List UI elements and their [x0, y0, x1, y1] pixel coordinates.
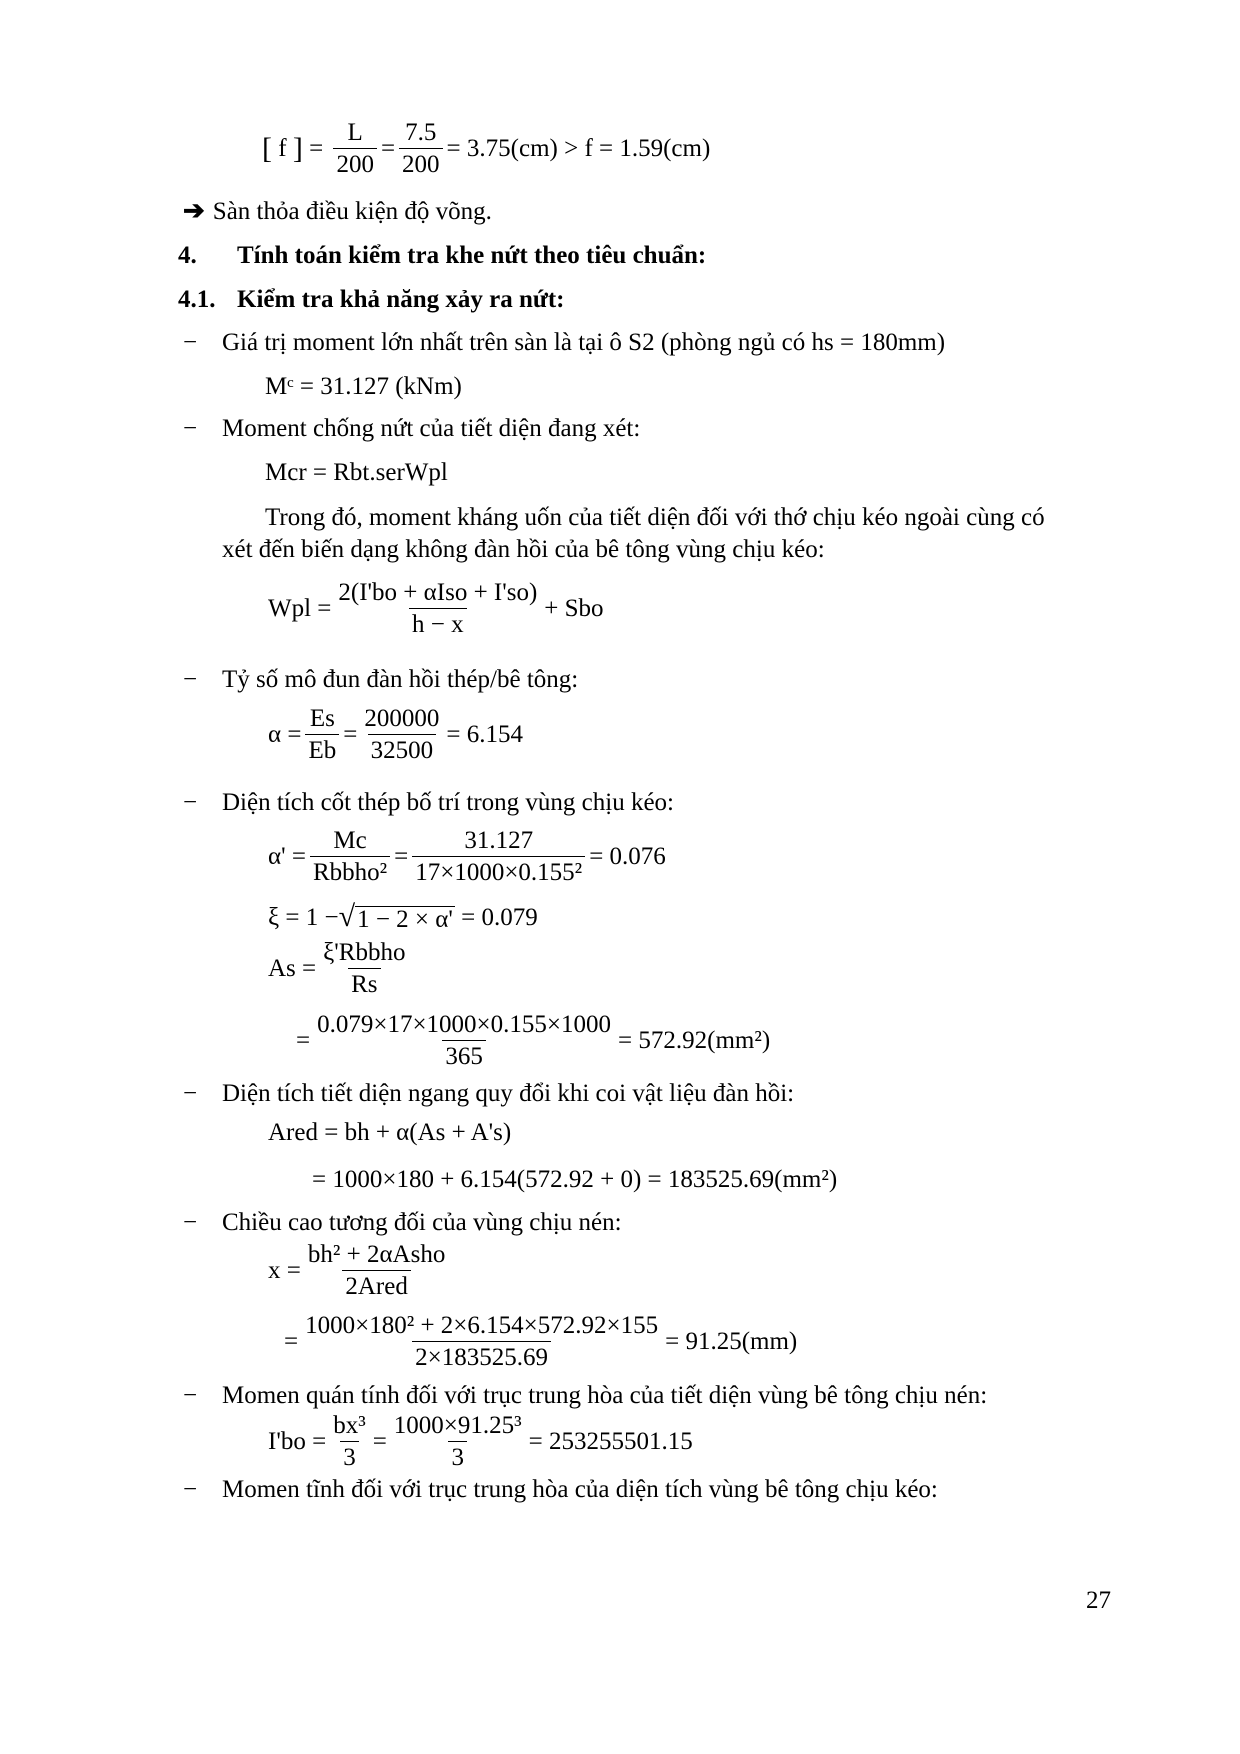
bullet-modulus-ratio: Tỷ số mô đun đàn hồi thép/bê tông:	[222, 666, 579, 693]
fraction: $\frac{\text{2(I'bo + αIso + I'so)}}{h - x}$	[338, 579, 538, 638]
formula-wpl: Wpl = $\frac{\text{2(I'bo + αIso + I'so)}}{h - x}$ + Sbo	[268, 579, 604, 638]
paragraph-line-1: Trong đó, moment kháng uốn của tiết diện đối với thớ chịu kéo ngoài cùng có	[265, 504, 1045, 531]
section-4-1-number: 4.1.	[178, 286, 216, 313]
fraction: $\frac{Es}{Eb}$	[305, 706, 339, 763]
page-number: 27	[1086, 1587, 1111, 1614]
fraction: $\frac{7.5}{200}$	[399, 120, 443, 177]
formula-ared: Ared = bh + α(As + A's)	[268, 1119, 512, 1146]
fraction: $\frac{31.127}{\text{17×1000×0.155²}}$	[412, 828, 585, 885]
fraction: $\frac{Mc}{\text{Rbbho²}}$	[310, 828, 390, 885]
fraction: $\frac{200000}{32500}$	[364, 705, 440, 764]
formula-x: x = $\frac{\text{bh² + 2αAsho}}{\text{2Ared}}$	[268, 1242, 452, 1299]
bullet-reduced-area: Diện tích tiết diện ngang quy đổi khi coi vật liệu đàn hồi:	[222, 1080, 795, 1107]
bullet-dash: −	[183, 415, 198, 442]
section-4-number: 4.	[178, 242, 197, 269]
formula-x-value: = $\frac{\text{1000×180² + 2×6.154×572.92×155}}{2\times 183525.69}$ = 91.25(mm)	[284, 1312, 798, 1371]
section-4-1-title: Kiểm tra khả năng xảy ra nứt:	[237, 286, 565, 313]
formula-alpha: α = $\frac{Es}{Eb}$ = $\frac{200000}{32500}$ = 6.154	[268, 705, 523, 764]
formula-as-value: = $\frac{0.079\times 17\times 1000\times 0.155\times 1000}{365}$ = 572.92(mm²)	[296, 1011, 771, 1070]
arrow-right-icon: ➔	[183, 196, 205, 225]
bullet-dash: −	[183, 1209, 198, 1236]
bullet-max-moment: Giá trị moment lớn nhất trên sàn là tại ô S2 (phòng ngủ có hs = 180mm)	[222, 329, 946, 356]
deflection-limit-formula: [ f ] = $\frac{L}{200}$ = $\frac{7.5}{200}$ = 3.75(cm) > f = 1.59(cm)	[262, 119, 711, 178]
fraction: $\frac{\text{1000×180² + 2×6.154×572.92×155}}{2\times 183525.69}$	[305, 1312, 659, 1371]
conclusion-line: ➔ Sàn thỏa điều kiện độ võng.	[183, 196, 492, 225]
bullet-dash: −	[183, 329, 198, 356]
sqrt-expression: √ 1 − 2 × α'	[338, 900, 453, 933]
bullet-dash: −	[183, 789, 198, 816]
bullet-steel-area: Diện tích cốt thép bố trí trong vùng chịu kéo:	[222, 789, 674, 816]
formula-ared-value: = 1000×180 + 6.154(572.92 + 0) = 183525.69(mm²)	[312, 1166, 838, 1193]
fraction: $\frac{\text{ξ'Rbbho}}{Rs}$	[323, 939, 406, 998]
bullet-crack-moment: Moment chống nứt của tiết diện đang xét:	[222, 415, 641, 442]
fraction: $\frac{\text{1000×91.25³}}{3}$	[393, 1412, 522, 1471]
formula-ibo: I'bo = $\frac{\text{bx³}}{3}$ = $\frac{\text{1000×91.25³}}{3}$ = 253255501.15	[268, 1412, 693, 1471]
fraction: $\frac{\text{bx³}}{3}$	[333, 1412, 366, 1471]
formula-as: As = $\frac{\text{ξ'Rbbho}}{Rs}$	[268, 940, 412, 997]
fraction: $\frac{L}{200}$	[333, 120, 377, 177]
formula-alpha-prime: α' = $\frac{Mc}{\text{Rbbho²}}$ = $\frac{31.127}{\text{17×1000×0.155²}}$ = 0.076	[268, 827, 666, 886]
bullet-compression-height: Chiều cao tương đối của vùng chịu nén:	[222, 1209, 622, 1236]
bullet-dash: −	[183, 666, 198, 693]
bullet-moment-of-inertia: Momen quán tính đối với trục trung hòa của tiết diện vùng bê tông chịu nén:	[222, 1382, 988, 1409]
section-4-title: Tính toán kiểm tra khe nứt theo tiêu chuẩn:	[237, 242, 707, 269]
bullet-dash: −	[183, 1080, 198, 1107]
formula-mcr: Mcr = Rbt.serWpl	[265, 459, 448, 486]
formula-mc: Mᶜ = 31.127 (kNm)	[265, 373, 462, 400]
fraction: $\frac{\text{bh² + 2αAsho}}{\text{2Ared}}$	[307, 1241, 446, 1300]
bullet-dash: −	[183, 1476, 198, 1503]
bullet-dash: −	[183, 1382, 198, 1409]
bullet-static-moment: Momen tĩnh đối với trục trung hòa của diện tích vùng bê tông chịu kéo:	[222, 1476, 938, 1503]
fraction: $\frac{0.079\times 17\times 1000\times 0.155\times 1000}{365}$	[317, 1011, 612, 1070]
formula-xi: ξ = 1 − √ 1 − 2 × α' = 0.079	[268, 900, 538, 933]
paragraph-line-2: xét đến biến dạng không đàn hồi của bê tông vùng chịu kéo:	[222, 536, 825, 563]
